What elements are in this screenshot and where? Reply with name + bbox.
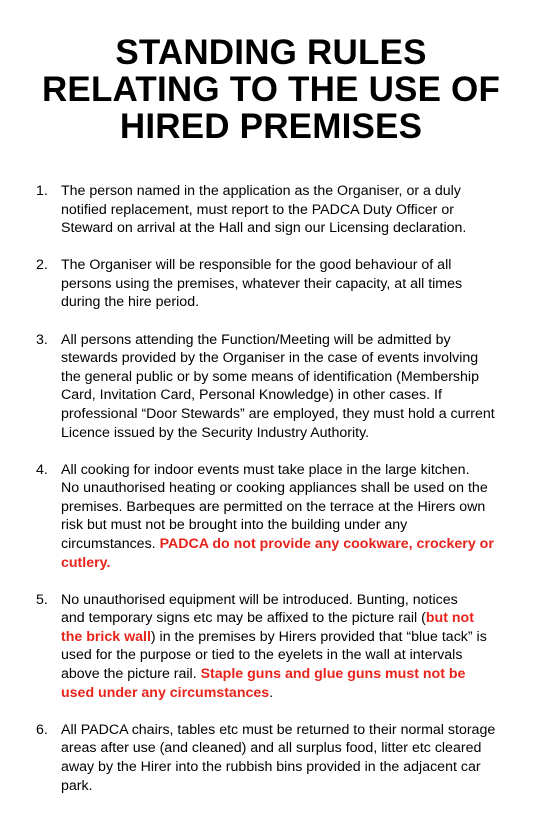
rule-text: [61, 591, 521, 703]
rule-text-line: [61, 182, 521, 201]
text-segment: professional “Door Stewards” are employed, they must hold a current: [61, 405, 495, 422]
text-segment: notified replacement, must report to the PADCA Duty Officer or: [61, 201, 454, 218]
text-segment: park.: [61, 777, 93, 794]
emphasis-text: the brick wall: [61, 628, 151, 645]
rule-item: [0, 182, 542, 238]
text-segment: No unauthorised equipment will be introduced. Bunting, notices: [61, 591, 458, 608]
rule-text-line: [61, 777, 521, 796]
rule-number: 3.: [36, 331, 48, 348]
rule-text-line: [61, 461, 521, 480]
text-segment: Steward on arrival at the Hall and sign our Licensing declaration.: [61, 220, 467, 237]
rule-text-line: [61, 219, 521, 238]
text-segment: areas after use (and cleaned) and all surplus food, litter etc cleared: [61, 740, 482, 757]
text-segment: All cooking for indoor events must take place in the large kitchen.: [61, 461, 470, 478]
rule-text: [61, 461, 521, 573]
rule-text-line: [61, 758, 521, 777]
text-segment: Licence issued by the Security Industry Authority.: [61, 424, 370, 441]
rule-text: [61, 721, 521, 795]
rule-text-line: [61, 275, 521, 294]
rules-list: [0, 182, 542, 814]
emphasis-text: cutlery.: [61, 554, 111, 571]
rule-number: 1.: [36, 183, 48, 199]
text-segment: the general public or by some means of identification (Membership: [61, 368, 479, 385]
rule-text-line: [61, 628, 521, 647]
rule-text-line: [61, 293, 521, 312]
text-segment: risk but must not be brought into the building under any: [61, 517, 408, 534]
text-segment: Card, Invitation Card, Personal Knowledge) in other cases. If: [61, 387, 442, 404]
text-segment: .: [269, 684, 274, 701]
text-segment: and temporary signs etc may be affixed to the picture rail (: [61, 610, 426, 627]
text-segment: ) in the premises by Hirers provided that “blue tack” is: [150, 628, 487, 645]
rule-item: [0, 461, 542, 573]
rule-text-line: [61, 646, 521, 665]
rule-text: [61, 182, 521, 238]
rule-item: [0, 721, 542, 795]
title-line-3: HIRED PREMISES: [119, 107, 423, 146]
rule-text-line: [61, 665, 521, 684]
text-segment: No unauthorised heating or cooking appliances shall be used on the: [61, 480, 488, 497]
rule-text-line: [61, 386, 521, 405]
rule-number: 6.: [36, 721, 48, 738]
rule-text-line: [61, 721, 521, 740]
text-segment: All PADCA chairs, tables etc must be returned to their normal storage: [61, 721, 496, 738]
text-segment: away by the Hirer into the rubbish bins provided in the adjacent car: [61, 758, 481, 775]
rule-text-line: [61, 591, 521, 610]
rule-text-line: [61, 201, 521, 220]
rule-text-line: [61, 739, 521, 758]
rule-number: 2.: [36, 257, 48, 274]
rule-text: [61, 256, 521, 312]
text-segment: used for the purpose or tied to the eyelets in the wall at intervals: [61, 647, 463, 664]
rule-text-line: [61, 424, 521, 443]
rule-item: [0, 256, 542, 312]
emphasis-text: Staple guns and glue guns must not be: [200, 666, 466, 683]
text-segment: All persons attending the Function/Meeting will be admitted by: [61, 331, 451, 348]
rule-text-line: [61, 479, 521, 498]
emphasis-text: but not: [425, 610, 474, 627]
rule-text-line: [61, 516, 521, 535]
text-segment: premises. Barbeques are permitted on the terrace at the Hirers own: [61, 498, 486, 515]
text-segment: stewards provided by the Organiser in the case of events involving: [61, 350, 479, 367]
rule-item: [0, 591, 542, 703]
rule-text-line: [61, 349, 521, 368]
rule-text-line: [61, 331, 521, 350]
rule-number: 5.: [36, 591, 48, 608]
document-title: [0, 34, 542, 145]
rule-text-line: [61, 554, 521, 573]
rule-text-line: [61, 684, 521, 703]
rule-item: [0, 331, 542, 443]
text-segment: circumstances.: [61, 536, 160, 552]
text-segment: during the hire period.: [61, 294, 200, 311]
rule-text-line: [61, 498, 521, 517]
emphasis-text: PADCA do not provide any cookware, crockery or: [159, 536, 494, 552]
rule-text-line: [61, 256, 521, 275]
text-segment: above the picture rail.: [61, 666, 201, 683]
rule-text: [61, 331, 521, 443]
emphasis-text: used under any circumstances: [61, 684, 270, 701]
text-segment: persons using the premises, whatever their capacity, at all times: [61, 275, 463, 292]
text-segment: The Organiser will be responsible for the good behaviour of all: [61, 257, 452, 274]
text-segment: The person named in the application as the Organiser, or a duly: [61, 183, 461, 199]
rule-text-line: [61, 368, 521, 387]
title-line-2: RELATING TO THE USE OF: [41, 70, 501, 109]
rule-text-line: [61, 535, 521, 554]
rule-text-line: [61, 609, 521, 628]
title-line-1: STANDING RULES: [115, 33, 427, 72]
rule-number: 4.: [36, 461, 48, 478]
rule-text-line: [61, 405, 521, 424]
